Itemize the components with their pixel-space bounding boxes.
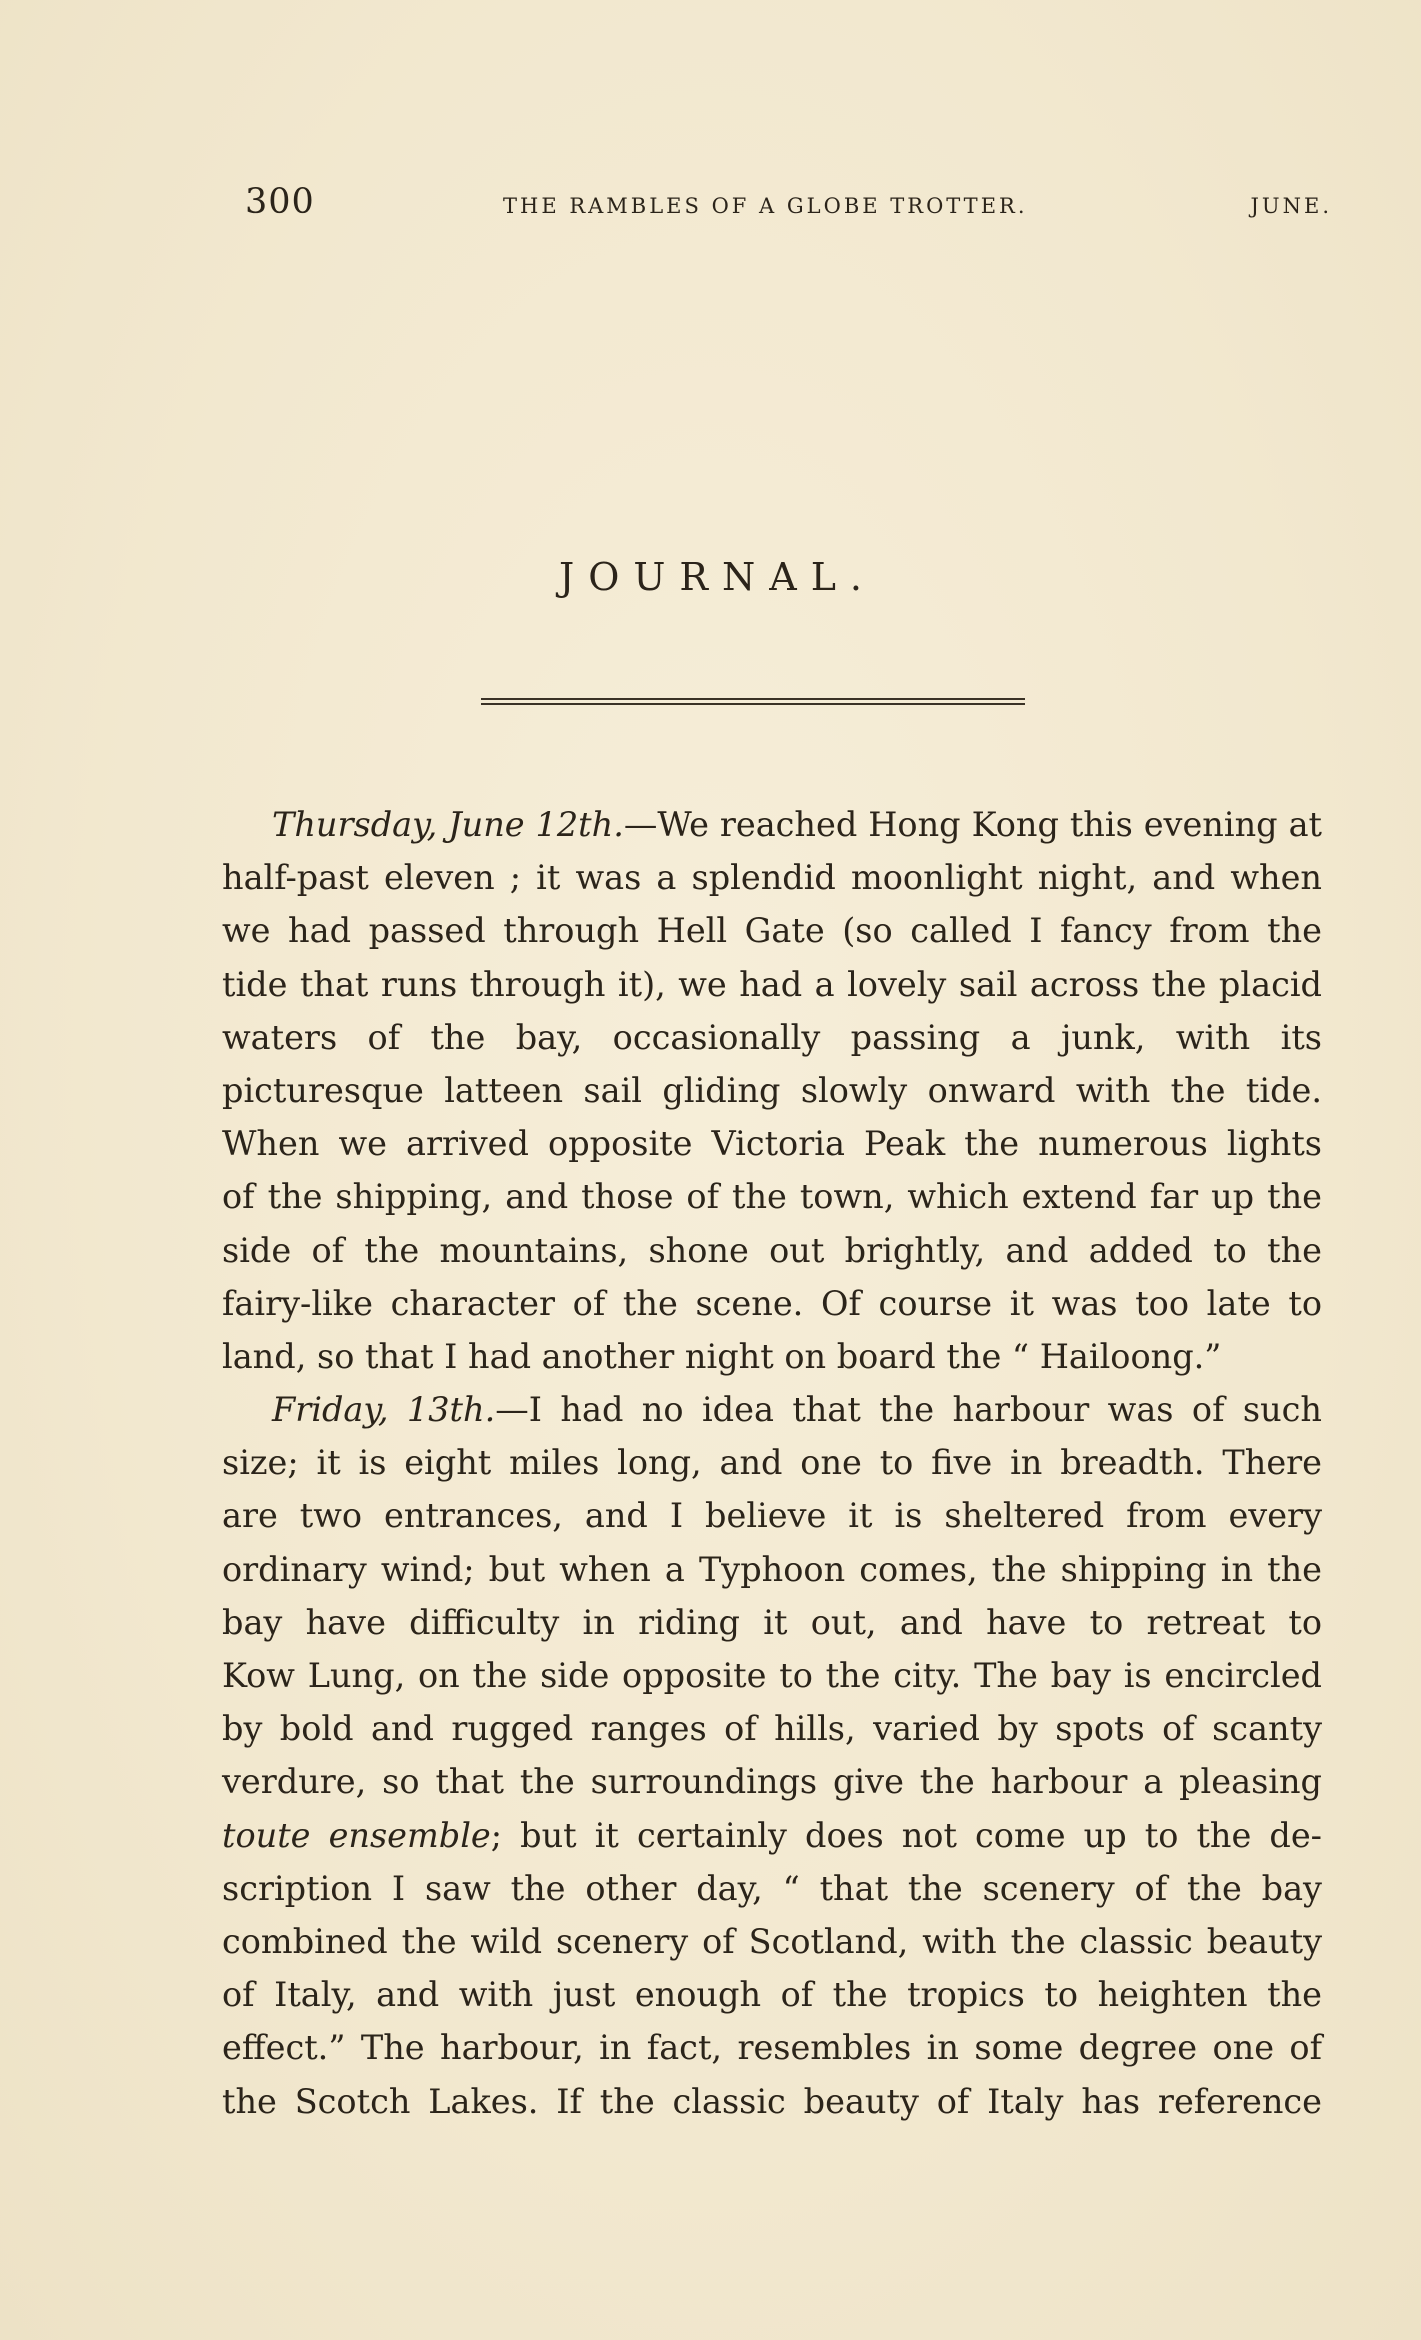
- italic-text: Thursday, June 12th.: [272, 805, 624, 844]
- text-line: [222, 1011, 1322, 1064]
- text-line: [222, 1383, 1322, 1436]
- text-line: [222, 2021, 1322, 2074]
- text-span: —We reached Hong Kong this evening at: [623, 805, 1322, 844]
- text-span: effect.” The harbour, in fact, resembles in some degree one of: [222, 2028, 1322, 2068]
- text-span: ordinary wind; but when a Typhoon comes, the shipping in the: [222, 1549, 1322, 1589]
- text-span: size; it is eight miles long, and one to five in breadth. There: [222, 1443, 1322, 1483]
- text-line: [222, 1170, 1322, 1223]
- text-span: ; but it certainly does not come up to the de-: [490, 1815, 1322, 1855]
- running-title: THE RAMBLES OF A GLOBE TROTTER.: [503, 194, 1028, 218]
- body-text: [222, 798, 1322, 2128]
- text-span: of Italy, and with just enough of the tropics to heighten the: [222, 1975, 1322, 2015]
- text-span: bay have difficulty in riding it out, and have to retreat to: [222, 1602, 1322, 1642]
- text-line: [222, 1330, 1322, 1383]
- text-line: [222, 1915, 1322, 1968]
- double-rule-divider: [481, 698, 1025, 705]
- text-span: by bold and rugged ranges of hills, varied by spots of scanty: [222, 1709, 1322, 1749]
- text-span: When we arrived opposite Victoria Peak the numerous lights: [222, 1124, 1322, 1164]
- page-number: 300: [245, 182, 315, 222]
- text-line: [222, 904, 1322, 957]
- text-span: half-past eleven ; it was a splendid moonlight night, and when: [222, 858, 1322, 898]
- italic-text: Friday, 13th.: [272, 1390, 496, 1430]
- text-span: scription I saw the other day, “ that the scenery of the bay: [222, 1868, 1322, 1908]
- text-span: are two entrances, and I believe it is sheltered from every: [222, 1496, 1322, 1536]
- text-line: [222, 851, 1322, 904]
- text-line: [222, 1968, 1322, 2021]
- text-line: [222, 798, 1322, 851]
- text-line: [222, 1809, 1322, 1862]
- text-span: verdure, so that the surroundings give the harbour a pleasing: [222, 1762, 1322, 1802]
- text-span: combined the wild scenery of Scotland, with the classic beauty: [222, 1921, 1322, 1961]
- text-line: [222, 958, 1322, 1011]
- text-line: [222, 1543, 1322, 1596]
- running-month: JUNE.: [1250, 194, 1332, 218]
- text-span: land, so that I had another night on board the “ Hailoong.”: [222, 1336, 1222, 1376]
- text-span: tide that runs through it), we had a lovely sail across the placid: [222, 964, 1322, 1004]
- text-line: [222, 1277, 1322, 1330]
- text-line: [222, 1702, 1322, 1755]
- text-span: waters of the bay, occasionally passing a junk, with its: [222, 1017, 1322, 1057]
- text-span: we had passed through Hell Gate (so called I fancy from the: [222, 911, 1322, 951]
- section-heading: JOURNAL.: [558, 555, 877, 599]
- text-line: [222, 1755, 1322, 1808]
- text-line: [222, 1862, 1322, 1915]
- text-line: [222, 1436, 1322, 1489]
- text-line: [222, 2075, 1322, 2128]
- text-span: the Scotch Lakes. If the classic beauty of Italy has reference: [222, 2081, 1322, 2121]
- text-span: fairy-like character of the scene. Of course it was too late to: [222, 1283, 1322, 1323]
- text-line: [222, 1224, 1322, 1277]
- text-span: of the shipping, and those of the town, which extend far up the: [222, 1177, 1322, 1217]
- text-line: [222, 1649, 1322, 1702]
- text-line: [222, 1064, 1322, 1117]
- text-span: —I had no idea that the harbour was of such: [495, 1390, 1323, 1430]
- text-line: [222, 1596, 1322, 1649]
- text-span: picturesque latteen sail gliding slowly onward with the tide.: [222, 1070, 1322, 1110]
- text-line: [222, 1489, 1322, 1542]
- italic-text: toute ensemble: [222, 1815, 491, 1855]
- text-span: Kow Lung, on the side opposite to the city. The bay is encircled: [222, 1656, 1322, 1695]
- text-line: [222, 1117, 1322, 1170]
- running-header: [245, 182, 1345, 232]
- text-span: side of the mountains, shone out brightly, and added to the: [222, 1230, 1322, 1270]
